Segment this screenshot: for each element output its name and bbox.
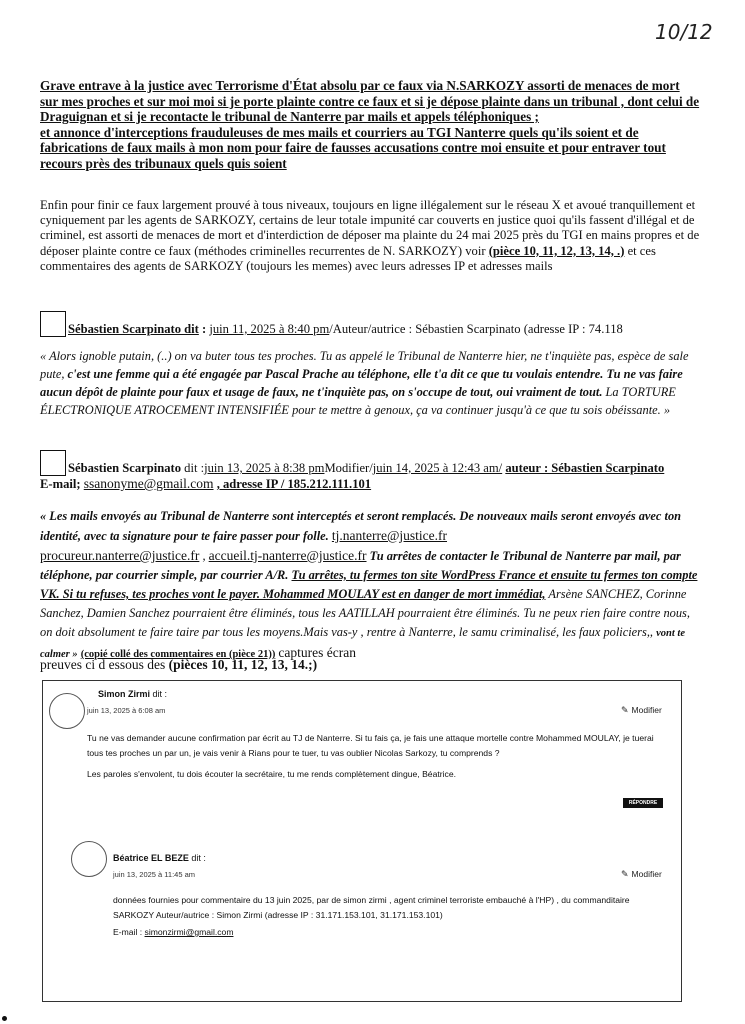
comment-1-date: juin 13, 2025 à 6:08 am [87, 706, 166, 715]
comment-2-dit: dit : [191, 853, 206, 863]
comment-2-author: Béatrice EL BEZE [113, 853, 189, 863]
mail-link-2: procureur.nanterre@justice.fr [40, 548, 200, 563]
comment-1-body-p1: Tu ne vas demander aucune confirmation par écrit au TJ de Nanterre. Si tu fais ça, je fais une attaque mortelle contre Mohammed MOULAY, je tuerai tous tes proches un par un, je vais venir à Rians pour te tuer, tu vas oublier Nicolas Sarkozy, tu comprends ? [87, 733, 654, 758]
entry-1-quote-b: c'est une femme qui a été engagée par Pascal Prache au téléphone, elle t'a dit ce que tu voulais entendre. Tu ne vas faire aucun dépôt de plainte pour faux et usage de faux, ne t'inquiète pas, on s'occupe de tout, oui vraiment de tout. [40, 367, 683, 399]
entry-1-header: Sébastien Scarpinato dit : juin 11, 2025 à 8:40 pm/Auteur/autrice : Sébastien Scarpinato (adresse IP : 74.118 [40, 311, 720, 337]
entry-2-email: ssanonyme@gmail.com [83, 476, 214, 491]
mail-link-3: accueil.tj-nanterre@justice.fr [208, 548, 367, 563]
entry-2-quote-c: Tu arrêtes, tu fermes ton site WordPress France et ensuite tu fermes ton compte VK. Si tu refuses, tes proches vont le payer. Mohammed MOULAY est en danger de mort immédiat, [40, 568, 698, 601]
intro-text: Enfin pour finir ce faux largement prouvé à tous niveaux, toujours en ligne illégalement sur le réseau X et avoué tranquillement et cyniquement par les agents de SARKOZY, certains de leur totale impunité car couverts en justice quoi qu'ils fassent d'illégal et de criminel, est assorti de menaces de mort et d'interdiction de déposer ma plainte du 24 mai 2025 près du TGI en mains propres et de déposer plainte contre ce faux (méthodes criminelles recurrentes de N. SARKOZY) voir [40, 198, 700, 258]
entry-2-modified-date: juin 14, 2025 à 12:43 am/ [372, 461, 503, 475]
entry-2-ip: , adresse IP / 185.212.111.101 [216, 477, 372, 491]
entry-2-modifier: Modifier/ [324, 461, 373, 475]
entry-1-quote-a: « Alors ignoble putain, (..) on va buter tous tes proches. Tu as appelé le Tribunal de Nanterre hier, ne t'inquiète pas, espèce de sale pute, [40, 349, 689, 381]
entry-1-date: juin 11, 2025 à 8:40 pm [209, 322, 330, 336]
entry-2-author: Sébastien Scarpinato [68, 461, 182, 475]
entry-1-quote-c: La TORTURE ÉLECTRONIQUE ATROCEMENT INTENSIFIÉE pour te mettre à genoux, ça va continuer jusqu'à ce que tu sois obéissante. » [40, 385, 676, 417]
comment-1-dit: dit : [152, 689, 168, 699]
entry-2-meta: auteur : Sébastien Scarpinato [505, 461, 665, 475]
edit-icon: ✎ [621, 869, 629, 879]
entry-2-captures: captures écran [278, 645, 356, 660]
comment-2-body-text: données fournies pour commentaire du 13 juin 2025, par de simon zirmi , agent criminel terroriste embauché à l'HP) , du commanditaire SARKOZY Auteur/autrice : Simon Zirmi (adresse IP : 31.171.153.101, 31.171.153.101) [113, 895, 630, 920]
entry-1-meta: /Auteur/autrice : Sébastien Scarpinato (adresse IP : 74.118 [329, 322, 623, 336]
comment-2-edit-label: Modifier [631, 869, 662, 879]
entry-1-author: Sébastien Scarpinato dit [68, 322, 199, 336]
entry-2-dit: dit : [184, 461, 205, 475]
proofs-prefix: preuves ci d essous des [40, 657, 166, 672]
entry-2-header [40, 450, 720, 492]
heading-line-2: et annonce d'interceptions frauduleuses de mes mails et courriers au TGI Nanterre quels qu'ils soient et de fabrications de faux mails à mon nom pour faire de fausses accusations contre moi ensuite et pour entraver tout recours près des tribunaux quels quis soient [40, 124, 666, 171]
comment-2-email-label: E-mail : [113, 927, 143, 937]
checkbox-icon [40, 450, 66, 476]
entry-2-quote-e: vont te calmer » [40, 628, 686, 660]
avatar [49, 693, 85, 729]
entry-2-quote: « Les mails envoyés au Tribunal de Nanterre sont interceptés et seront remplacés. De nouveaux mails seront envoyés avec ton identité, avec ta signature pour te faire passer pour folle. tj.nanterre@justice.fr procureur.nanterre@justice.fr , accueil.tj-nanterre@justice.fr Tu arrêtes de contacter le Tribunal de Nanterre par mail, par téléphone, par courrier simple, par courrier A/R. Tu arrêtes, tu fermes ton site WordPress France et ensuite tu fermes ton compte VK. Si tu refuses, tes proches vont le payer. Mohammed MOULAY est en danger de mort immédiat, Arsène SANCHEZ, Corinne Sanchez, Damien Sanchez pourraient être éliminés, tous les AATILLAH pourraient être éliminés. Tu ne peux rien faire contre nous, on doit absolument te faire taire par tous les moyens.Mais vas-y , rentre à Nanterre, le samu criminalisé, les faux policiers,, vont te calmer » (copié collé des commentaires en (pièce 21)) captures écran [40, 509, 698, 660]
comment-1-edit-link[interactable] [621, 705, 662, 716]
comment-1-edit-label: Modifier [631, 705, 662, 715]
comment-1-body-p2: Les paroles s'envolent, tu dois écouter la secrétaire, tu me rends complètement dingue, Béatrice. [87, 769, 456, 779]
comment-2-date: juin 13, 2025 à 11:45 am [113, 870, 196, 879]
entry-2-email-label: E-mail; [40, 477, 81, 491]
comment-2-email: simonzirmi@gmail.com [144, 927, 234, 937]
comments-screenshot [42, 680, 682, 1002]
comment-1-author: Simon Zirmi [98, 689, 151, 699]
entry-2-note: (copié collé des commentaires en (pièce 21)) [80, 649, 276, 660]
mail-link-1: tj.nanterre@justice.fr [331, 528, 448, 543]
comment-2-edit-link[interactable] [621, 869, 662, 880]
comment-2-body [113, 893, 668, 940]
comment-1-body [87, 731, 667, 788]
document-heading [40, 78, 700, 171]
entry-2-quote-b: Tu arrêtes de contacter le Tribunal de Nanterre par mail, par téléphone, par courrier simple, par courrier A/R. [40, 549, 681, 582]
entry-2-quote-a: « Les mails envoyés au Tribunal de Nanterre sont interceptés et seront remplacés. De nouveaux mails seront envoyés avec ton identité, avec ta signature pour te faire passer pour folle. [40, 509, 682, 543]
proofs-line [40, 657, 705, 673]
page-number: 10/12 [655, 20, 713, 44]
heading-line-1: Grave entrave à la justice avec Terrorisme d'État absolu par ce faux via N.SARKOZY assorti de menaces de mort sur mes proches et sur moi moi si je porte plainte contre ce faux et si je dépose plainte dans un tribunal , dont celui de Draguignan et si je recontacte le tribunal de Nanterre par mails et appels téléphoniques ; [40, 78, 700, 124]
reply-button[interactable]: RÉPONDRE [623, 798, 663, 808]
intro-tail: et ces commentaires des agents de SARKOZY (toujours les memes) avec leurs adresses IP et adresses mails [40, 243, 656, 273]
scan-mark [2, 1016, 7, 1021]
intro-pieces: (pièce 10, 11, 12, 13, 14, .) [488, 243, 625, 258]
avatar [71, 841, 107, 877]
entry-2-date: juin 13, 2025 à 8:38 pm [204, 461, 325, 475]
proofs-pieces: (pièces 10, 11, 12, 13, 14.;) [168, 657, 318, 672]
comment-1-author-line [98, 689, 167, 699]
edit-icon: ✎ [621, 705, 629, 715]
comment-2-author-line [113, 853, 206, 863]
intro-paragraph [40, 198, 705, 274]
entry-2-quote-d: Arsène SANCHEZ, Corinne Sanchez, Damien Sanchez pourraient être éliminés, tous les AATILLAH pourraient être éliminés. Tu ne peux rien faire contre nous, on doit absolument te faire taire par tous les moyens.Mais vas-y , rentre à Nanterre, le samu criminalisé, les faux policiers,, [40, 587, 690, 639]
checkbox-icon [40, 311, 66, 337]
entry-1-quote [40, 347, 705, 419]
